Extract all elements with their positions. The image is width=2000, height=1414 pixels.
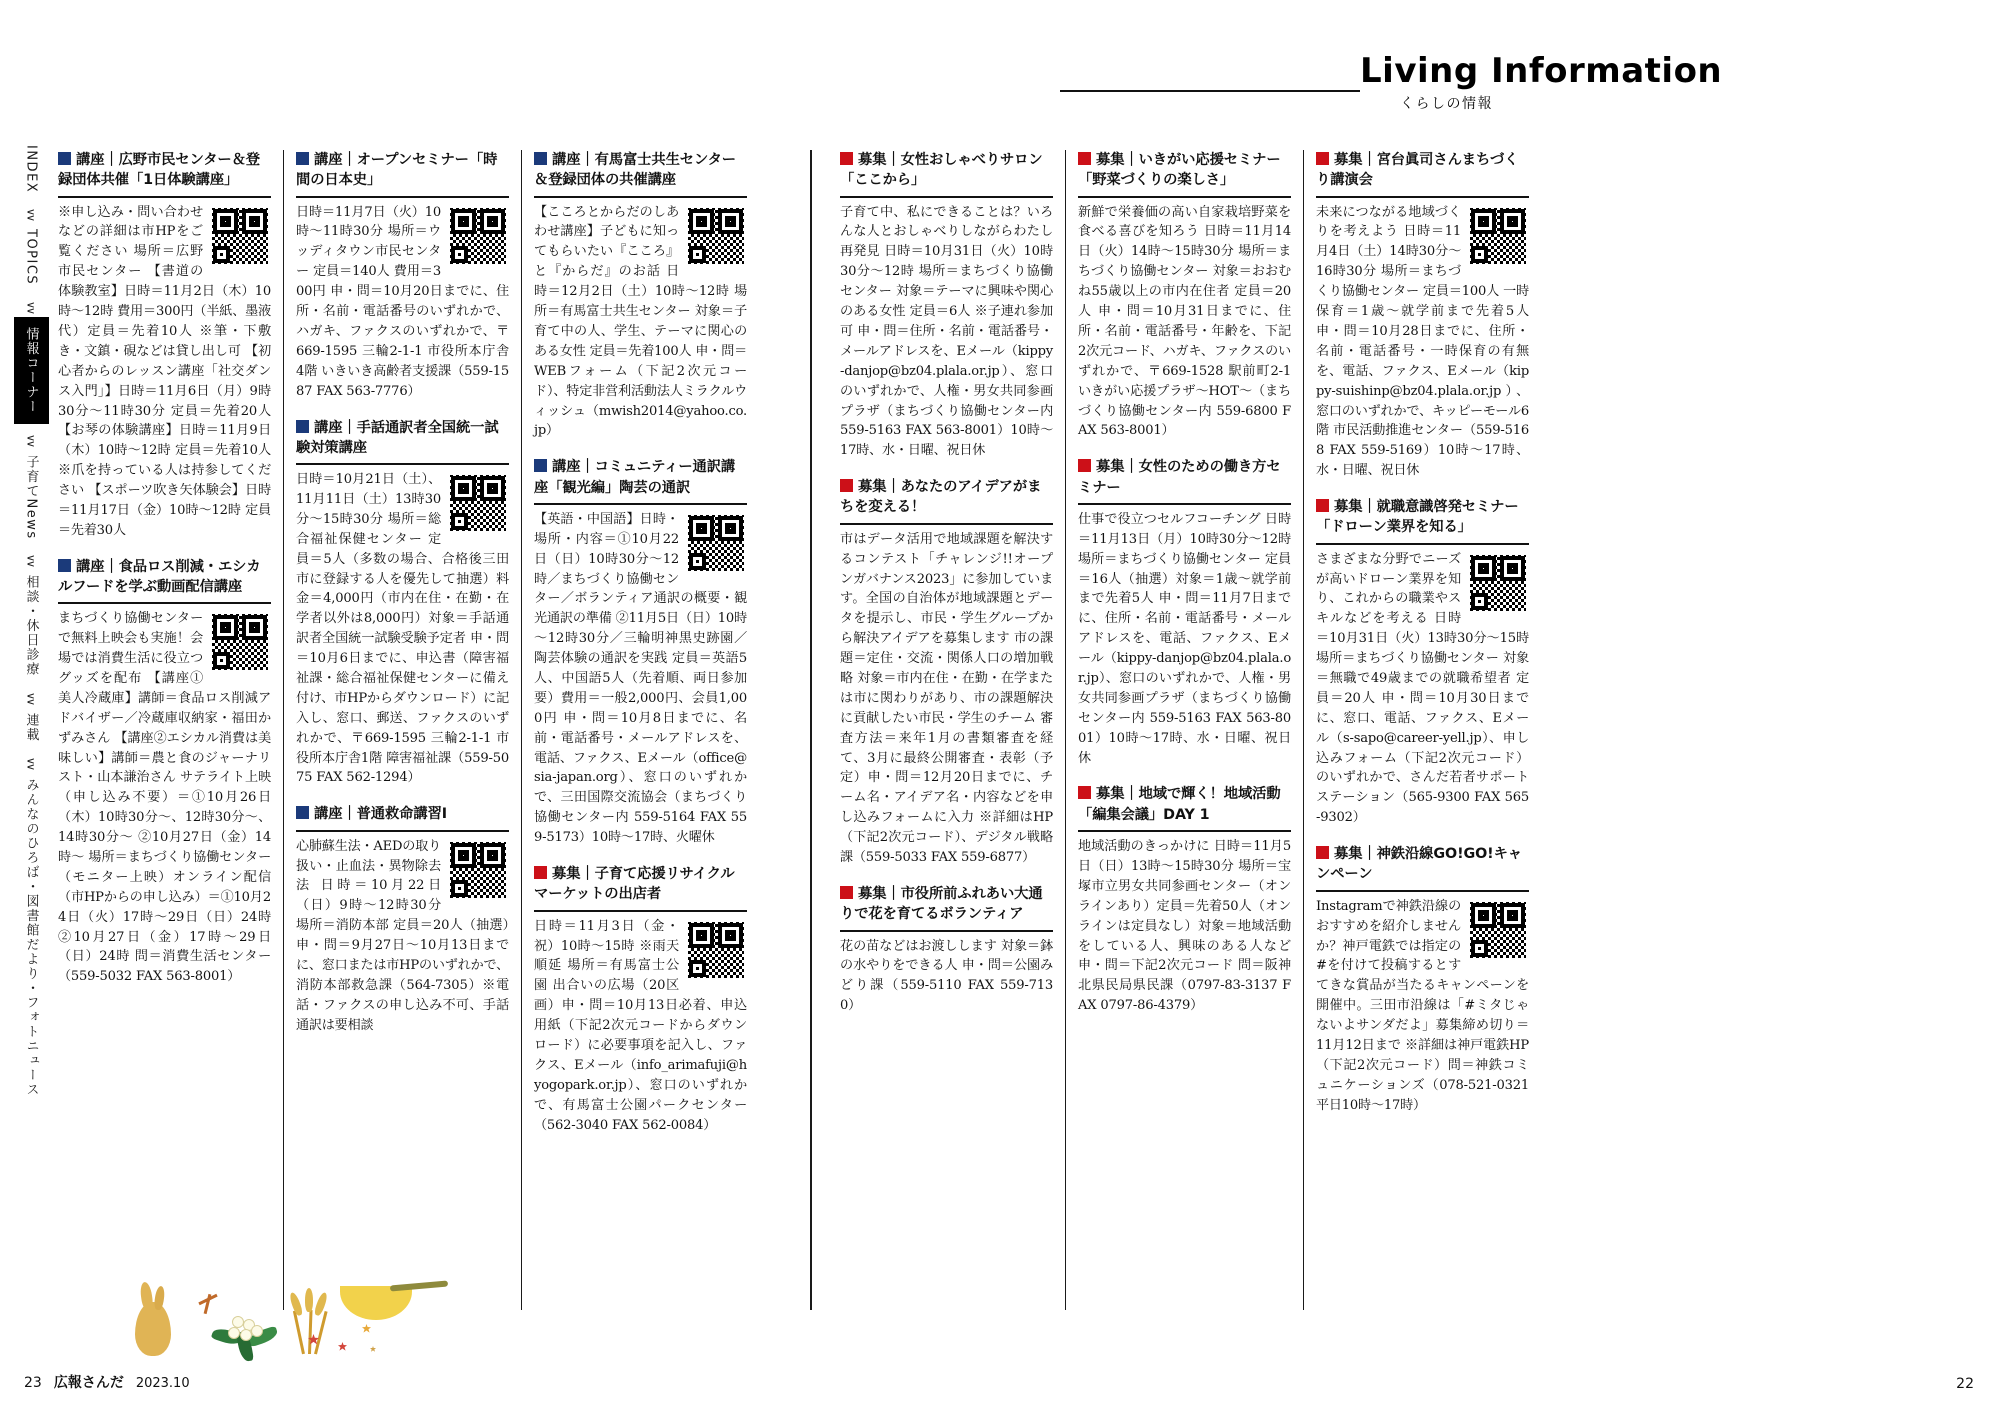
article-heading (296, 418, 509, 459)
boshu-marker-icon (1078, 786, 1091, 799)
article-heading-text: 講座｜広野市民センター＆登録団体共催「1日体験講座」 (58, 152, 260, 189)
article-heading-text: 講座｜手話通訳者全国統一試験対策講座 (296, 419, 499, 456)
kouza-marker-icon (534, 459, 547, 472)
article-heading-text: 講座｜有馬富士共生センター＆登録団体の共催講座 (534, 152, 736, 189)
boshu-marker-icon (1078, 459, 1091, 472)
article-kouza (296, 804, 509, 1035)
rice-stalk-icon (286, 1292, 336, 1354)
article-boshu (1316, 150, 1529, 481)
boshu-marker-icon (1316, 152, 1329, 165)
boshu-marker-icon (840, 886, 853, 899)
index-item-2[interactable]: 情報コーナー (14, 317, 49, 424)
article-body (1078, 203, 1291, 442)
article-heading (1078, 784, 1291, 825)
qr-code[interactable] (685, 919, 747, 981)
qr-code[interactable] (447, 205, 509, 267)
article-boshu (840, 884, 1053, 1016)
index-chevron-icon: ∨∨ (24, 554, 38, 567)
article-heading (1316, 497, 1529, 538)
index-item-1[interactable]: TOPICS (23, 229, 39, 286)
article-heading-text: 募集｜市役所前ふれあい大通りで花を育てるボランティア (840, 885, 1043, 923)
article-rule (1078, 830, 1291, 832)
article-body (1078, 837, 1291, 1016)
article-rule (1078, 196, 1291, 198)
article-heading (534, 864, 747, 905)
article-rule (1316, 196, 1529, 198)
qr-code[interactable] (1467, 205, 1529, 267)
article-body (534, 510, 747, 848)
article-body-text: さまざまな分野でニーズが高いドローン業界を知り、これからの職業やスキルなどを考える 日時＝10月31日（火）13時30分～15時 場所＝まちづくり協働センター 対象＝無職で49歳までの就職希望者 定員＝20人 申・問＝10月30日までに、窓口、電話、ファクス、Eメール（s-sapo@career-yell.jp）、申し込みフォーム（下記2次元コード）のいずれかで、さんだ若者サポートステーション（565-9300 FAX 565-9302） (1316, 551, 1529, 826)
autumn-illustration (90, 1280, 360, 1370)
article-kouza (58, 557, 271, 988)
issue-date: 2023.10 (135, 1376, 190, 1391)
index-item-5[interactable]: 連載 (23, 713, 39, 743)
column-col4 (840, 150, 1053, 1310)
column-col6 (1316, 150, 1529, 1310)
article-heading (296, 150, 509, 191)
article-boshu (1078, 457, 1291, 768)
article-boshu (840, 150, 1053, 461)
article-heading (534, 150, 747, 191)
column-separator (283, 150, 284, 1310)
article-body-text: 花の苗などはお渡しします 対象＝鉢の水やりをできる人 申・問＝公園みどり課（559-5110 FAX 559-7130） (840, 938, 1053, 1014)
article-body (534, 917, 747, 1136)
index-chevron-icon: ∨∨ (24, 208, 38, 221)
article-rule (296, 463, 509, 465)
page-title: Living Information (1360, 51, 1723, 91)
column-col2 (296, 150, 509, 1310)
column-col3 (534, 150, 747, 1310)
page-number-left: 23 (24, 1375, 42, 1391)
article-heading (58, 557, 271, 598)
article-heading-text: 募集｜子育て応援リサイクルマーケットの出店者 (534, 866, 735, 903)
article-body-text: ※申し込み・問い合わせなどの詳細は市HPをご覧ください 場所＝広野市民センター 【書道の体験教室】日時＝11月2日（木）10時～12時 費用＝300円（半紙、墨液代）定員＝先着10人 ※筆・下敷き・文鎮・硯などは貸し出し可 【初心者からのレッスン講座「社交ダンス入門」】日時＝11月6日（月）9時30分～11時30分 定員＝先着20人 【お琴の体験講座】日時＝11月9日（木）10時～12時 定員＝先着10人 ※爪を持っている人は持参してください 【スポーツ吹き矢体験会】日時＝11月17日（金）10時～12時 定員＝先着30人 (58, 204, 271, 538)
article-body-text: 市はデータ活用で地域課題を解決するコンテスト「チャレンジ!!オープンガバナンス2023」に参加しています。全国の自治体が地域課題とデータを提示し、市民・学生グループから解決アイデアを募集します 市の課題＝定住・交流・関係人口の増加戦略 対象＝市内在住・在勤・在学または市に関わりがあり、市の課題解決に貢献したい市民・学生のチーム 審査方法＝来年1月の書類審査を経て、3月に最終公開審査・表彰（予定）申・問＝12月20日までに、チーム名・アイデア名・内容などを申し込みフォームに入力 ※詳細はHP（下記2次元コード）、デジタル戦略課（559-5033 FAX 559-6877） (840, 531, 1053, 866)
article-boshu (1078, 784, 1291, 1016)
qr-code[interactable] (209, 611, 271, 673)
article-body (840, 530, 1053, 868)
index-chevron-icon: ∨∨ (24, 691, 38, 705)
article-heading-text: 募集｜宮台眞司さんまちづくり講演会 (1316, 152, 1519, 189)
article-rule (840, 196, 1053, 198)
flowers-icon (218, 1314, 276, 1354)
article-rule (534, 503, 747, 505)
article-body (1316, 203, 1529, 481)
article-body (58, 609, 271, 987)
article-kouza (534, 150, 747, 441)
article-rule (1316, 543, 1529, 545)
bowl-icon (340, 1286, 412, 1320)
column-separator (521, 150, 522, 1310)
qr-code[interactable] (209, 205, 271, 267)
article-kouza (58, 150, 271, 541)
article-rule (1078, 503, 1291, 505)
article-body-text: まちづくり協働センターで無料上映会も実施！会場では消費生活に役立つグッズを配布 【講座①美人冷蔵庫】講師＝食品ロス削減アドバイザー／冷蔵庫収納家・福田かずみさん 【講座②エシカル消費は美味しい】講師＝農と食のジャーナリスト・山本謙治さん サテライト上映（申し込み不要）＝①10月26日（木）10時30分～、12時30分～、14時30分～ ②10月27日（金）14時～ 場所＝まちづくり協働センター（モニター上映）オンライン配信（市HPからの申し込み）＝①10月24日（火）17時～29日（日）24時 ②10月27日（金）17時～29日（日）24時 問＝消費生活センター（559-5032 FAX 563-8001） (58, 611, 271, 985)
qr-code[interactable] (1467, 552, 1529, 614)
kouza-marker-icon (296, 420, 309, 433)
article-heading (840, 477, 1053, 518)
article-heading-text: 募集｜女性おしゃべりサロン「ここから」 (840, 152, 1043, 189)
qr-code[interactable] (685, 205, 747, 267)
column-separator (1303, 150, 1304, 1310)
article-heading (1316, 150, 1529, 191)
dragonfly-icon (198, 1294, 218, 1314)
article-kouza (296, 418, 509, 789)
article-boshu (1316, 497, 1529, 828)
qr-code[interactable] (1467, 899, 1529, 961)
publication-name: 広報さんだ (53, 1375, 124, 1391)
article-body-text: 【こころとからだのしあわせ講座】子どもに知ってもらいたい『こころ』と『からだ』のお話 日時＝12月2日（土）10時～12時 場所＝有馬富士共生センター 対象＝子育て中の人、学生、テーマに関心のある女性 定員＝先着100人 申・問＝WEBフォーム（下記2次元コード）、特定非営利活動法人ミラクルウィッシュ（mwish2014@yahoo.co.jp） (534, 204, 747, 439)
footer-left (24, 1372, 190, 1392)
article-heading-text: 募集｜女性のための働き方セミナー (1078, 459, 1281, 496)
article-rule (534, 910, 747, 912)
boshu-marker-icon (1316, 499, 1329, 512)
index-item-0[interactable]: INDEX (23, 145, 39, 194)
article-heading-text: 募集｜地域で輝く！地域活動「編集会議」DAY 1 (1078, 786, 1281, 823)
article-body (534, 203, 747, 442)
article-body (296, 203, 509, 402)
index-chevron-icon: ∨∨ (24, 300, 38, 313)
page-header (0, 52, 2000, 124)
article-heading (1078, 457, 1291, 498)
article-body-text: 未来につながる地域づくりを考えよう 日時＝11月4日（土）14時30分～16時30分 場所＝まちづくり協働センター 定員＝100人 一時保育＝1歳～就学前まで先着5人 申・問＝10月28日までに、住所・名前・電話番号・一時保育の有無を、電話、ファクス、Eメール（kippy-suishinp@bz04.plala.or.jp）、窓口のいずれかで、キッピーモール6階 市民活動推進センター（559-5168 FAX 559-5169）10時～17時、水・日曜、祝日休 (1316, 204, 1529, 479)
kouza-marker-icon (58, 152, 71, 165)
article-boshu (1316, 844, 1529, 1115)
index-chevron-icon: ∨∨ (24, 757, 38, 770)
article-heading (1316, 844, 1529, 885)
article-columns (58, 150, 1968, 1310)
article-heading-text: 講座｜コミュニティー通訳講座「観光編」陶芸の通訳 (534, 459, 736, 496)
maple-leaf-icon (338, 1342, 347, 1351)
article-body-text: 心肺蘇生法・AEDの取り扱い・止血法・異物除去法 日時＝10月22日（日）9時～12時30分 場所＝消防本部 定員＝20人（抽選）申・問＝9月27日～10月13日までに、窓口または市HPのいずれかで、消防本部救急課（564-7305）※電話・ファクスの申し込み不可、手話通訳は要相談 (296, 838, 509, 1033)
rabbit-icon (135, 1302, 171, 1356)
index-item-4[interactable]: 相談・休日診療 (23, 575, 39, 677)
article-kouza (534, 457, 747, 848)
article-kouza (296, 150, 509, 402)
article-body-text: 日時＝11月7日（火）10時～11時30分 場所＝ウッディタウン市民センター 定員＝140人 費用＝300円 申・問＝10月20日までに、住所・名前・電話番号のいずれかで、ハガキ、ファクスのいずれかで、〒669-1595 三輪2-1-1 市役所本庁舎4階 いきいき高齢者支援課（559-1587 FAX 563-7776） (296, 204, 509, 399)
boshu-marker-icon (1316, 846, 1329, 859)
boshu-marker-icon (534, 866, 547, 879)
article-boshu (840, 477, 1053, 868)
article-heading-text: 講座｜オープンセミナー「時間の日本史」 (296, 152, 498, 189)
page-gutter-separator (810, 150, 812, 1310)
article-rule (840, 930, 1053, 932)
index-item-3[interactable]: 子育てNews (23, 454, 39, 540)
article-body (1316, 897, 1529, 1116)
qr-code[interactable] (447, 472, 509, 534)
article-body (296, 837, 509, 1036)
article-body (840, 937, 1053, 1017)
index-sidebar (14, 140, 48, 1320)
article-body-text: 新鮮で栄養価の高い自家栽培野菜を食べる喜びを知ろう 日時＝11月14日（火）14時～15時30分 場所＝まちづくり協働センター 対象＝おおむね55歳以上の市内在住者 定員＝20人 申・問＝10月31日までに、住所・名前・電話番号・年齢を、下記2次元コード、ハガキ、ファクスのいずれかで、〒669-1528 駅前町2-1 いきがい応援プラザ～HOT～（まちづくり協働センター内 559-6800 FAX 563-8001） (1078, 204, 1291, 439)
column-col5 (1078, 150, 1291, 1310)
header-title-group (1360, 52, 1960, 113)
article-body-text: 仕事で役立つセルフコーチング 日時＝11月13日（月）10時30分～12時 場所＝まちづくり協働センター 定員＝16人（抽選）対象＝1歳～就学前まで先着5人 申・問＝11月7日までに、住所・名前・電話番号・メールアドレスを、電話、ファクス、Eメール（kippy-danjop@bz04.plala.or.jp）、窓口のいずれかで、人権・男女共同参画プラザ（まちづくり協働センター内 559-5163 FAX 563-8001）10時～17時、水・日曜、祝日休 (1078, 511, 1291, 766)
article-heading-text: 講座｜普通救命講習Ⅰ (314, 806, 447, 823)
article-body-text: 地域活動のきっかけに 日時＝11月5日（日）13時～15時30分 場所＝宝塚市立男女共同参画センター（オンラインあり）定員＝先着50人（オンラインは定員なし）対象＝地域活動をしている人、興味のある人など 申・問＝下記2次元コード 問＝阪神北県民局県民課（0797-83-3137 FAX 0797-86-4379） (1078, 839, 1291, 1014)
article-body (1316, 550, 1529, 828)
sparkle-icon (370, 1346, 376, 1352)
column-separator (1065, 150, 1066, 1310)
article-heading-text: 講座｜食品ロス削減・エシカルフードを学ぶ動画配信講座 (58, 558, 261, 596)
sparkle-icon (362, 1324, 371, 1333)
article-heading (58, 150, 271, 191)
article-body-text: 子育て中、私にできることは？いろんな人とおしゃべりしながらわたし再発見 日時＝10月31日（火）10時30分～12時 場所＝まちづくり協働センター 対象＝テーマに興味や関心のある女性 定員＝6人 ※子連れ参加可 申・問＝住所・名前・電話番号・メールアドレスを、Eメール（kippy-danjop@bz04.plala.or.jp）、窓口のいずれかで、人権・男女共同参画プラザ（まちづくり協働センター内 559-5163 FAX 563-8001）10時～17時、水・日曜、祝日休 (840, 204, 1053, 459)
article-boshu (534, 864, 747, 1135)
page-number-right: 22 (1956, 1376, 1974, 1392)
article-heading-text: 募集｜就職意識啓発セミナー「ドローン業界を知る」 (1316, 499, 1519, 536)
index-item-6[interactable]: みんなのひろば・図書館だより・フォトニュース (23, 778, 39, 1098)
article-heading-text: 募集｜あなたのアイデアがまちを変える！ (840, 479, 1042, 516)
kouza-marker-icon (58, 559, 71, 572)
article-body-text: 日時＝10月21日（土）、11月11日（土）13時30分～15時30分 場所＝総合福祉保健センター 定員＝5人（多数の場合、合格後三田市に登録する人を優先して抽選）料金＝4,000円（市内在住・在勤・在学者以外は8,000円）対象＝手話通訳者全国統一試験受験予定者 申・問＝10月6日までに、申込書（障害福祉課・総合福祉保健センターに備え付け、市HPからダウンロード）に記入し、窓口、郵送、ファクスのいずれかで、〒669-1595 三輪2-1-1 市役所本庁舎1階 障害福祉課（559-5075 FAX 562-1294） (296, 472, 509, 786)
article-body (296, 470, 509, 788)
article-rule (534, 196, 747, 198)
boshu-marker-icon (840, 152, 853, 165)
page-subtitle: くらしの情報 (1400, 96, 1493, 113)
article-rule (58, 196, 271, 198)
article-heading (1078, 150, 1291, 191)
article-body-text: 【英語・中国語】日時・場所・内容＝①10月22日（日）10時30分～12時／まちづくり協働センター／ボランティア通訳の概要・観光通訳の準備 ②11月5日（日）10時～12時30分／三輪明神黒史跡園／陶芸体験の通訳を実践 定員＝英語5人、中国語5人（先着順、両日参加要）費用＝一般2,000円、会員1,000円 申・問＝10月8日までに、名前・電話番号・メールアドレスを、電話、ファクス、Eメール（office@sia-japan.org）、窓口のいずれかで、三田国際交流協会（まちづくり協働センター内 559-5164 FAX 559-5173）10時～17時、火曜休 (534, 511, 747, 846)
kouza-marker-icon (296, 806, 309, 819)
article-rule (840, 523, 1053, 525)
article-rule (1316, 890, 1529, 892)
article-heading (296, 804, 509, 824)
qr-code[interactable] (685, 512, 747, 574)
qr-code[interactable] (447, 839, 509, 901)
article-rule (296, 196, 509, 198)
kouza-marker-icon (534, 152, 547, 165)
boshu-marker-icon (840, 479, 853, 492)
article-heading-text: 募集｜神鉄沿線GO!GO!キャンペーン (1316, 846, 1522, 883)
column-col1 (58, 150, 271, 1310)
index-chevron-icon: ∨∨ (24, 433, 38, 446)
kouza-marker-icon (296, 152, 309, 165)
article-body-text: 日時＝11月3日（金・祝）10時～15時 ※雨天順延 場所＝有馬富士公園 出合いの広場（20区画）申・問＝10月13日必着、申込用紙（下記2次元コードからダウンロード）に必要事項を記入し、ファクス、Eメール（info_arimafuji@hyogopark.or.jp）、窓口のいずれかで、有馬富士公園パークセンター（562-3040 FAX 562-0084） (534, 918, 747, 1133)
article-heading (840, 150, 1053, 191)
article-heading-text: 募集｜いきがい応援セミナー「野菜づくりの楽しさ」 (1078, 152, 1281, 189)
article-boshu (1078, 150, 1291, 441)
article-body (840, 203, 1053, 462)
article-heading (840, 884, 1053, 925)
article-body-text: Instagramで神鉄沿線のおすすめを紹介しませんか？神戸電鉄では指定の#を付けて投稿するとすてきな賞品が当たるキャンペーンを開催中。三田市沿線は「#ミタじゃないよサンダだよ」募集締め切り＝11月12日まで ※詳細は神戸電鉄HP（下記2次元コード）問＝神鉄コミュニケーションズ（078-521-0321 平日10時～17時） (1316, 898, 1529, 1113)
article-rule (58, 602, 271, 604)
article-body (58, 203, 271, 541)
boshu-marker-icon (1078, 152, 1091, 165)
article-rule (296, 830, 509, 832)
header-rule (1060, 90, 1360, 92)
article-heading (534, 457, 747, 498)
article-body (1078, 510, 1291, 769)
